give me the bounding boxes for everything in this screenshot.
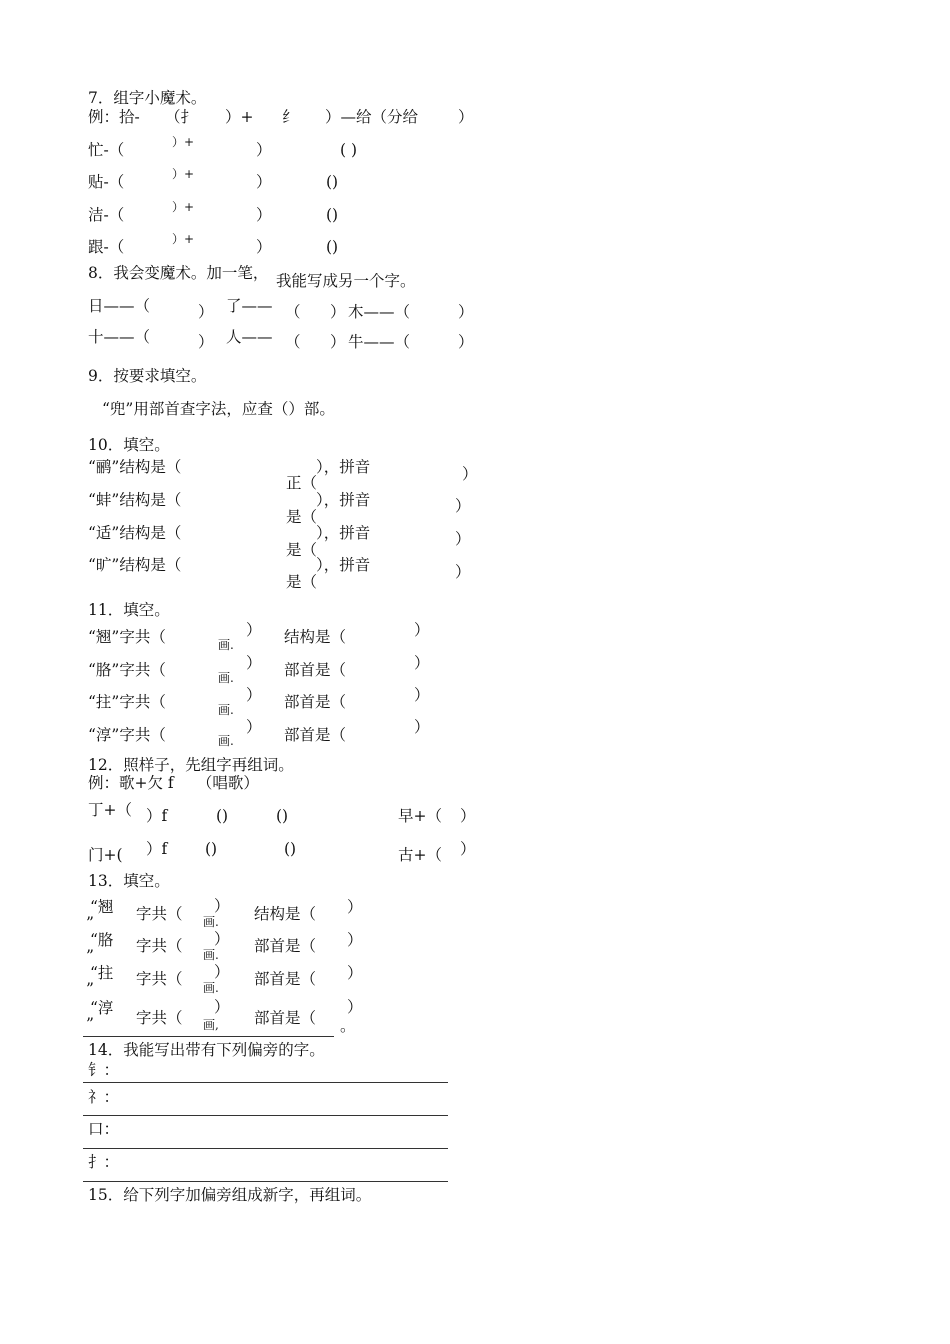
q7-row-2-tail: () <box>326 173 339 191</box>
q8-row-1-b-close: ） <box>330 303 346 321</box>
q12-row-1-p2: () <box>276 807 289 825</box>
q13-row-4-field: 部首是（ <box>254 1009 317 1027</box>
q13-row-1-quote-end: ” <box>86 914 94 932</box>
q13-row-3-quote-end: ” <box>86 980 94 998</box>
q8-row-2-b: 人—— <box>226 328 273 346</box>
q7-row-2-char: 贴-（ <box>88 173 125 191</box>
q13-row-1-close1: ） <box>214 897 230 915</box>
q7-row-2-close: ） <box>256 173 272 191</box>
q7-row-1-close: ） <box>256 141 272 159</box>
q10-row-4-label: “旷”结构是（ <box>88 556 182 574</box>
q11-row-1-close2: ） <box>414 621 430 639</box>
q7-row-1-char: 忙-（ <box>88 141 125 159</box>
q11-row-2-close1: ） <box>246 654 262 672</box>
q8-row-1-a: 日——（ <box>88 297 151 315</box>
q13-row-3-hua: 画. <box>203 981 219 995</box>
q13-title: 13．填空。 <box>88 872 170 890</box>
q11-row-4-close1: ） <box>246 718 262 736</box>
q8-title: 8．我会变魔术。加一笔， <box>88 264 269 282</box>
q8-row-1-c-close: ） <box>458 303 474 321</box>
q13-row-2-hua: 画. <box>203 948 219 962</box>
q11-row-2-label: “胳”字共（ <box>88 661 166 679</box>
q8-row-2-b-paren: （ <box>285 333 301 351</box>
q8-row-1-a-close: ） <box>198 303 214 321</box>
q8-row-2-a: 十——（ <box>88 328 151 346</box>
q13-row-3-quote: “拄 <box>90 964 114 982</box>
q7-row-4-char: 跟-（ <box>88 238 125 256</box>
q11-row-3-label: “拄”字共（ <box>88 693 166 711</box>
q13-divider <box>83 1036 334 1037</box>
q13-row-4-quote: “淳 <box>90 999 114 1017</box>
q7-row-1-tail: ( ) <box>340 141 358 159</box>
q11-row-1-hua: 画. <box>218 638 234 652</box>
q8-row-1-b-paren: （ <box>285 303 301 321</box>
q11-row-4-label: “淳”字共（ <box>88 726 166 744</box>
q7-example-label: 例：拾- <box>88 108 140 126</box>
q12-row-2-p1: () <box>205 840 218 858</box>
q11-row-1-close1: ） <box>246 621 262 639</box>
q13-row-3-close2: ） <box>347 964 363 982</box>
q11-row-3-field: 部首是（ <box>284 693 347 711</box>
q9-text: “兜”用部首查字法，应查（）部。 <box>102 400 335 418</box>
q13-row-4-close2: ） <box>347 998 363 1016</box>
q13-row-4-hua: 画, <box>203 1018 219 1032</box>
q12-row-2-b-close: ） <box>460 840 476 858</box>
q12-row-1-a: 丁+（ <box>88 801 132 819</box>
q11-row-2-close2: ） <box>414 654 430 672</box>
q10-row-4-close: ） <box>455 563 471 581</box>
q15-title: 15．给下列字加偏旁组成新字，再组词。 <box>88 1186 372 1204</box>
q8-row-2-a-close: ） <box>198 333 214 351</box>
q13-row-3-label: 字共（ <box>136 970 183 988</box>
q7-row-3-char: 洁-（ <box>88 206 125 224</box>
q13-row-3-close1: ） <box>214 963 230 981</box>
q8-title-continued: 我能写成另一个字。 <box>276 272 416 290</box>
q10-row-2-close: ） <box>455 497 471 515</box>
q13-row-4-end: 。 <box>340 1017 356 1035</box>
q8-row-2-b-close: ） <box>330 333 346 351</box>
q14-radical-shou: 扌： <box>88 1153 120 1171</box>
q11-row-3-close2: ） <box>414 686 430 704</box>
q13-row-1-label: 字共（ <box>136 905 183 923</box>
q7-title: 7．组字小魔术。 <box>88 89 207 107</box>
q11-row-1-field: 结构是（ <box>284 628 347 646</box>
q7-row-4-close: ） <box>256 238 272 256</box>
q14-answer-line-1 <box>83 1082 448 1083</box>
q13-row-2-label: 字共（ <box>136 937 183 955</box>
q7-example-part2: ）+ <box>225 108 254 126</box>
q14-title: 14．我能写出带有下列偏旁的字。 <box>88 1041 325 1059</box>
q7-row-2-plus: ）+ <box>172 167 195 181</box>
q11-row-2-hua: 画. <box>218 671 234 685</box>
q10-row-2-mid: 是（ <box>286 508 318 526</box>
q7-row-1-plus: ）+ <box>172 135 195 149</box>
q11-row-4-close2: ） <box>414 718 430 736</box>
q10-row-4-pinyin: ），拼音 <box>316 556 371 574</box>
q14-radical-shi: 礻： <box>88 1088 120 1106</box>
q7-row-4-tail: () <box>326 238 339 256</box>
q12-title: 12．照样子，先组字再组词。 <box>88 756 294 774</box>
q10-row-3-close: ） <box>455 530 471 548</box>
q11-row-3-hua: 画. <box>218 703 234 717</box>
q12-row-2-a: 门+( <box>88 846 123 864</box>
q13-row-1-close2: ） <box>347 898 363 916</box>
q11-row-4-field: 部首是（ <box>284 726 347 744</box>
q12-example: 例：歌+欠 f （唱歌） <box>88 774 259 792</box>
q14-answer-line-2 <box>83 1115 448 1116</box>
q13-row-4-label: 字共（ <box>136 1009 183 1027</box>
q10-row-1-label: “鹂”结构是（ <box>88 458 182 476</box>
q7-row-3-close: ） <box>256 206 272 224</box>
q10-row-4-mid: 是（ <box>286 573 318 591</box>
q13-row-4-close1: ） <box>214 998 230 1016</box>
q10-row-1-mid: 正（ <box>286 474 318 492</box>
q7-example-part4: ）—给（分给 <box>325 108 419 126</box>
q13-row-2-quote-end: ” <box>86 947 94 965</box>
q12-row-1-f: ）f <box>146 807 168 825</box>
q13-row-2-close1: ） <box>214 930 230 948</box>
q13-row-1-hua: 画. <box>203 915 219 929</box>
q8-row-1-c: 木——（ <box>348 303 411 321</box>
q14-answer-line-3 <box>83 1148 448 1149</box>
q13-row-3-field: 部首是（ <box>254 970 317 988</box>
q11-row-1-label: “翘”字共（ <box>88 628 166 646</box>
q11-row-3-close1: ） <box>246 686 262 704</box>
q10-title: 10．填空。 <box>88 436 170 454</box>
q12-row-2-f: ）f <box>146 840 168 858</box>
q14-answer-line-4 <box>83 1181 448 1182</box>
q11-row-2-field: 部首是（ <box>284 661 347 679</box>
q13-row-2-close2: ） <box>347 931 363 949</box>
q7-example-part5: ） <box>458 108 474 126</box>
q13-row-2-field: 部首是（ <box>254 937 317 955</box>
q10-row-3-mid: 是（ <box>286 541 318 559</box>
q7-row-3-plus: ）+ <box>172 200 195 214</box>
q14-radical-kou: 口： <box>88 1120 120 1138</box>
q10-row-3-label: “适”结构是（ <box>88 524 182 542</box>
q11-row-4-hua: 画. <box>218 734 234 748</box>
q12-row-2-b: 古+（ <box>398 846 442 864</box>
q11-title: 11．填空。 <box>88 601 170 619</box>
q7-row-4-plus: ）+ <box>172 232 195 246</box>
q12-row-1-b: 早+（ <box>398 807 442 825</box>
q14-radical-jin: 钅： <box>88 1061 120 1079</box>
q12-row-1-b-close: ） <box>460 807 476 825</box>
q10-row-2-label: “蚌”结构是（ <box>88 491 182 509</box>
q8-row-2-c: 牛——（ <box>348 333 411 351</box>
q13-row-2-quote: “胳 <box>90 931 114 949</box>
q13-row-4-quote-end: ” <box>86 1015 94 1033</box>
q9-title: 9．按要求填空。 <box>88 367 207 385</box>
q7-example-part3: 纟 <box>282 108 298 126</box>
q12-row-1-p1: () <box>216 807 229 825</box>
q13-row-1-quote: “翘 <box>90 898 114 916</box>
q8-row-2-c-close: ） <box>458 333 474 351</box>
q10-row-1-pinyin: ），拼音 <box>316 458 371 476</box>
q8-row-1-b: 了—— <box>226 297 273 315</box>
q10-row-2-pinyin: ），拼音 <box>316 491 371 509</box>
q12-row-2-p2: () <box>284 840 297 858</box>
q10-row-3-pinyin: ），拼音 <box>316 524 371 542</box>
q13-row-1-field: 结构是（ <box>254 905 317 923</box>
q10-row-1-close: ） <box>462 465 478 483</box>
q7-row-3-tail: () <box>326 206 339 224</box>
q7-example-part1: （扌 <box>165 108 197 126</box>
